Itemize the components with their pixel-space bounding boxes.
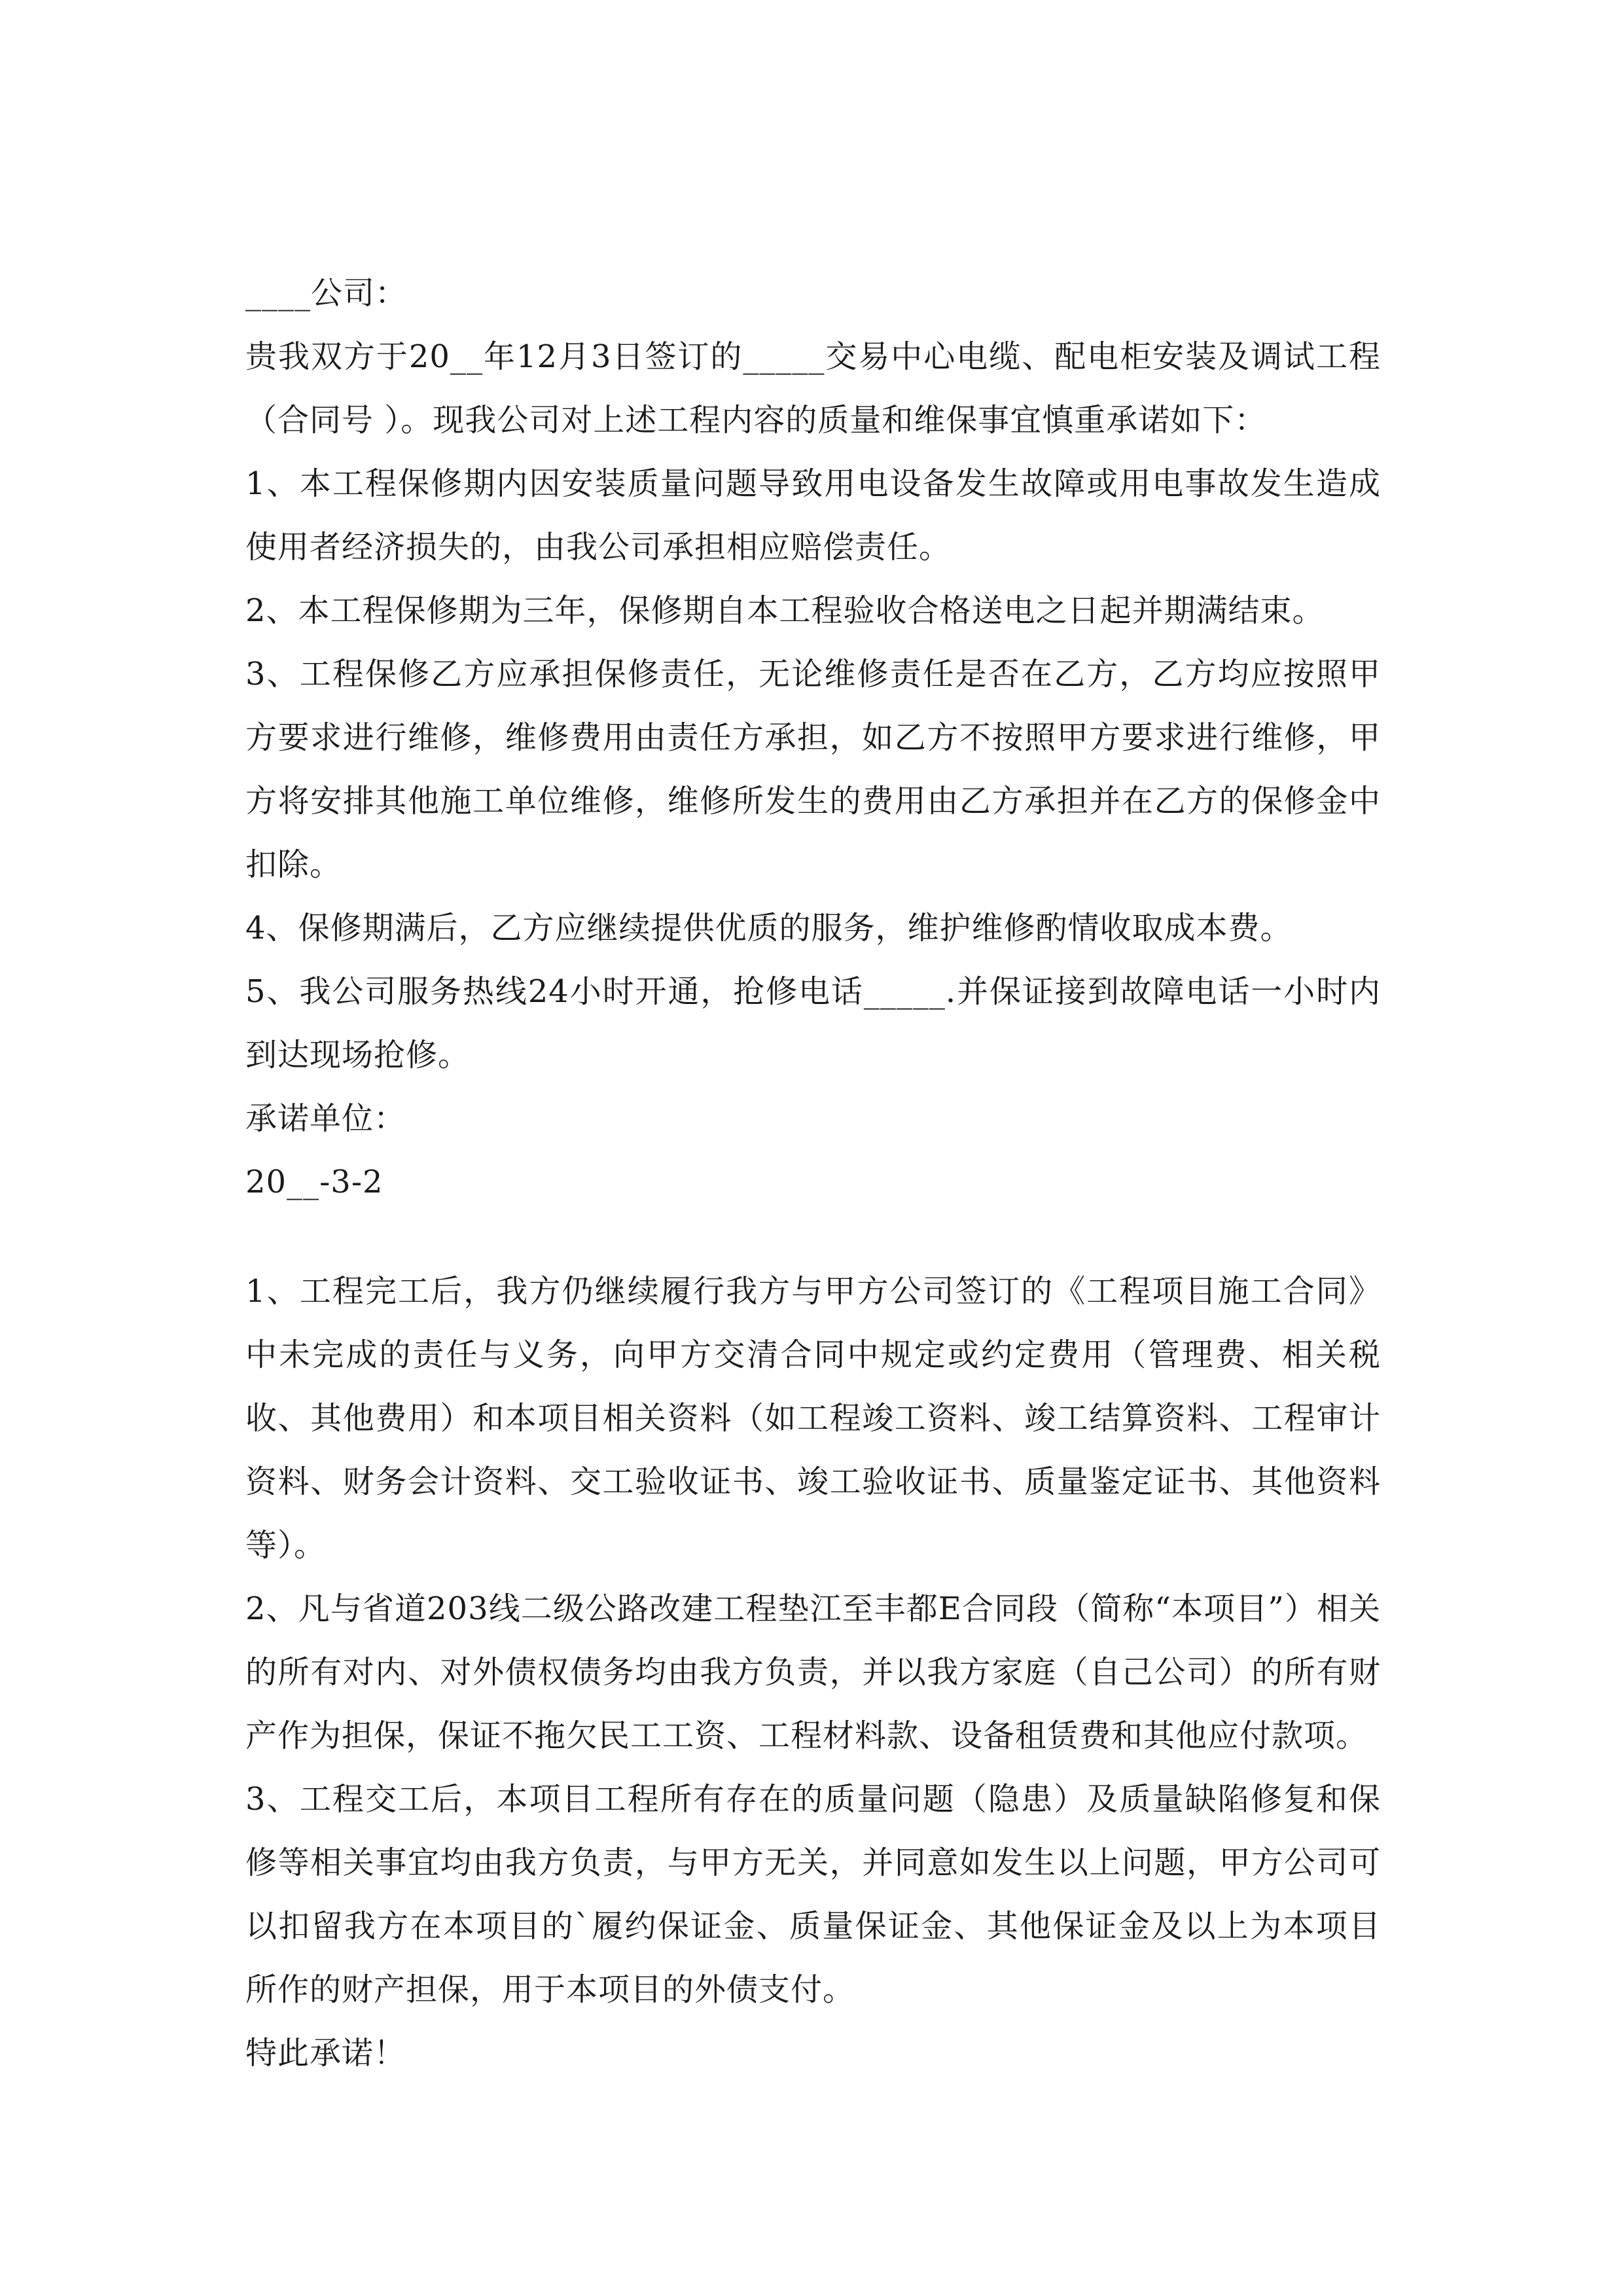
commitment-item-1: 1、本工程保修期内因安装质量问题导致用电设备发生故障或用电事故发生造成使用者经济损失的，由我公司承担相应赔偿责任。: [245, 465, 1381, 565]
project-item-3: 3、工程交工后，本项目工程所有存在的质量问题（隐患）及质量缺陷修复和保修等相关事宜均由我方负责，与甲方无关，并同意如发生以上问题，甲方公司可以扣留我方在本项目的`履约保证金、质量保证金、其他保证金及以上为本项目所作的财产担保，用于本项目的外债支付。: [245, 1781, 1381, 2008]
commitment-item-3: 3、工程保修乙方应承担保修责任，无论维修责任是否在乙方，乙方均应按照甲方要求进行维修，维修费用由责任方承担，如乙方不按照甲方要求进行维修，甲方将安排其他施工单位维修，维修所发生的费用由乙方承担并在乙方的保修金中扣除。: [245, 656, 1381, 883]
date-line: 20__-3-2: [245, 1164, 383, 1200]
project-item-1: 1、工程完工后，我方仍继续履行我方与甲方公司签订的《工程项目施工合同》中未完成的责任与义务，向甲方交清合同中规定或约定费用（管理费、相关税收、其他费用）和本项目相关资料（如工程竣工资料、竣工结算资料、工程审计资料、财务会计资料、交工验收证书、竣工验收证书、质量鉴定证书、其他资料等）。: [245, 1273, 1381, 1564]
commitment-item-5: 5、我公司服务热线24小时开通，抢修电话_____.并保证接到故障电话一小时内到达现场抢修。: [245, 973, 1381, 1073]
closing-line: 特此承诺！: [245, 2035, 406, 2072]
signer-label: 承诺单位：: [245, 1100, 406, 1137]
project-commitment-section: [245, 1260, 1381, 2085]
commitment-letter-section: [245, 262, 1381, 1214]
salutation: ____公司：: [245, 275, 408, 312]
intro-paragraph: 贵我双方于20__年12月3日签订的_____交易中心电缆、配电柜安装及调试工程（合同号 ）。现我公司对上述工程内容的质量和维保事宜慎重承诺如下：: [245, 338, 1381, 439]
commitment-item-4: 4、保修期满后，乙方应继续提供优质的服务，维护维修酌情收取成本费。: [245, 910, 1293, 946]
project-item-2: 2、凡与省道203线二级公路改建工程垫江至丰都E合同段（简称“本项目”）相关的所有对内、对外债权债务均由我方负责，并以我方家庭（自己公司）的所有财产作为担保，保证不拖欠民工工资、工程材料款、设备租赁费和其他应付款项。: [245, 1590, 1381, 1754]
commitment-item-2: 2、本工程保修期为三年，保修期自本工程验收合格送电之日起并期满结束。: [245, 592, 1325, 629]
